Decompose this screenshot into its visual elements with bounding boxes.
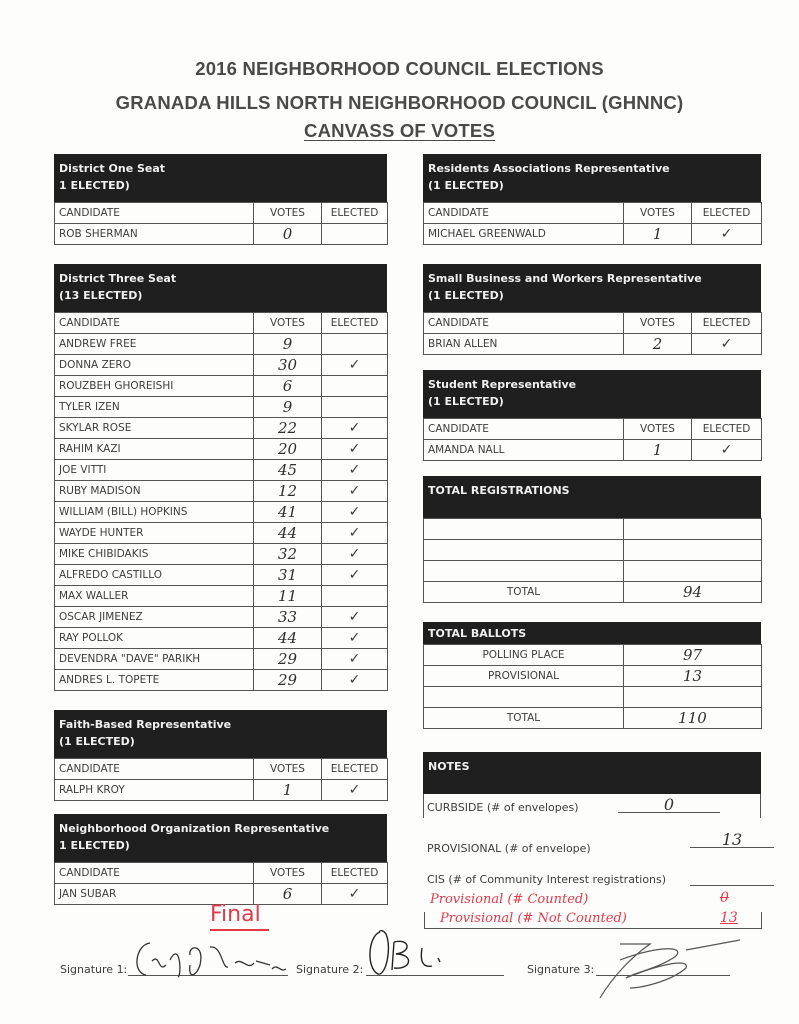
elected-mark: ✓ (322, 418, 388, 439)
table-row (55, 523, 388, 544)
vote-count: 44 (254, 523, 322, 544)
handwritten-counted-value: 0 (720, 890, 729, 906)
candidate-name: MIKE CHIBIDAKIS (55, 544, 254, 565)
col-candidate: CANDIDATE (55, 863, 254, 884)
candidate-name: ROB SHERMAN (55, 224, 254, 245)
table-row (55, 780, 388, 801)
vote-count: 1 (254, 780, 322, 801)
elected-mark: ✓ (322, 439, 388, 460)
section-header (423, 622, 761, 644)
elected-mark (322, 334, 388, 355)
section-subtitle: (13 ELECTED) (59, 289, 143, 302)
table-row (55, 607, 388, 628)
candidate-table (54, 202, 388, 245)
candidate-name: ROUZBEH GHOREISHI (55, 376, 254, 397)
col-candidate: CANDIDATE (55, 313, 254, 334)
candidate-name: DONNA ZERO (55, 355, 254, 376)
neighborhood-org-block (54, 814, 387, 905)
table-row (55, 376, 388, 397)
col-elected: ELECTED (322, 863, 388, 884)
section-header (54, 264, 387, 312)
table-row (424, 708, 762, 729)
table-row (55, 649, 388, 670)
col-candidate: CANDIDATE (424, 419, 624, 440)
col-votes: VOTES (254, 759, 322, 780)
vote-count: 20 (254, 439, 322, 460)
ballots-table (423, 644, 762, 729)
col-elected: ELECTED (692, 203, 762, 224)
elected-mark: ✓ (322, 884, 388, 905)
table-row (55, 586, 388, 607)
table-row (55, 460, 388, 481)
vote-count: 6 (254, 884, 322, 905)
section-title: Faith-Based Representative (59, 718, 232, 731)
candidate-name: OSCAR JIMENEZ (55, 607, 254, 628)
polling-place-count: 97 (624, 645, 762, 666)
signature-2-label: Signature 2: (296, 963, 364, 976)
signature-2-mark (366, 928, 476, 988)
vote-count: 32 (254, 544, 322, 565)
title-line-2: GRANADA HILLS NORTH NEIGHBORHOOD COUNCIL (GHNNC) (115, 92, 684, 113)
table-row (55, 397, 388, 418)
residents-assoc-block (423, 154, 761, 245)
district-one-block (54, 154, 387, 245)
ballots-total: 110 (624, 708, 762, 729)
table-row (55, 670, 388, 691)
col-elected: ELECTED (322, 313, 388, 334)
section-subtitle: (1 ELECTED) (59, 735, 135, 748)
provisional-envelope-label: PROVISIONAL (# of envelope) (427, 842, 591, 855)
col-votes: VOTES (254, 203, 322, 224)
candidate-name: RALPH KROY (55, 780, 254, 801)
vote-count: 9 (254, 397, 322, 418)
vote-count: 9 (254, 334, 322, 355)
elected-mark: ✓ (322, 523, 388, 544)
col-votes: VOTES (624, 419, 692, 440)
table-row (424, 561, 762, 582)
col-elected: ELECTED (692, 313, 762, 334)
candidate-name: JOE VITTI (55, 460, 254, 481)
vote-count: 12 (254, 481, 322, 502)
section-subtitle: (1 ELECTED) (428, 289, 504, 302)
table-row (424, 224, 762, 245)
table-row (424, 645, 762, 666)
title-line-3: CANVASS OF VOTES (304, 120, 495, 141)
table-row (424, 540, 762, 561)
candidate-table (423, 312, 762, 355)
table-row (55, 565, 388, 586)
candidate-name: BRIAN ALLEN (424, 334, 624, 355)
cis-label: CIS (# of Community Interest registrations) (427, 873, 667, 886)
section-title: District Three Seat (59, 272, 177, 285)
candidate-name: WILLIAM (BILL) HOPKINS (55, 502, 254, 523)
provisional-count: 13 (624, 666, 762, 687)
col-elected: ELECTED (692, 419, 762, 440)
vote-count: 29 (254, 649, 322, 670)
elected-mark: ✓ (692, 440, 762, 461)
candidate-name: WAYDE HUNTER (55, 523, 254, 544)
candidate-name: RAY POLLOK (55, 628, 254, 649)
candidate-name: ANDREW FREE (55, 334, 254, 355)
candidate-name: SKYLAR ROSE (55, 418, 254, 439)
table-row (424, 687, 762, 708)
candidate-name: RUBY MADISON (55, 481, 254, 502)
handwritten-counted-label: Provisional (# Counted) (430, 892, 589, 907)
vote-count: 22 (254, 418, 322, 439)
final-annotation: Final (210, 902, 269, 931)
section-header (423, 476, 761, 518)
candidate-table (423, 418, 762, 461)
section-title: Neighborhood Organization Representative (59, 822, 330, 835)
vote-count: 44 (254, 628, 322, 649)
table-row (55, 502, 388, 523)
total-label: TOTAL (424, 708, 624, 729)
table-row (424, 440, 762, 461)
elected-mark: ✓ (322, 481, 388, 502)
signature-3-mark (590, 938, 750, 1008)
provisional-label: PROVISIONAL (424, 666, 624, 687)
signature-3-label: Signature 3: (527, 963, 595, 976)
section-title: NOTES (428, 760, 470, 773)
notes-block (423, 752, 761, 794)
registrations-total: 94 (624, 582, 762, 603)
col-elected: ELECTED (322, 759, 388, 780)
vote-count: 41 (254, 502, 322, 523)
candidate-name: RAHIM KAZI (55, 439, 254, 460)
section-header (423, 154, 761, 202)
handwritten-not-counted-label: Provisional (# Not Counted) (440, 911, 627, 926)
section-title: Small Business and Workers Representative (428, 272, 702, 285)
table-row (424, 666, 762, 687)
section-header (423, 752, 761, 794)
table-row (55, 481, 388, 502)
candidate-name: ANDRES L. TOPETE (55, 670, 254, 691)
cis-value (690, 868, 774, 886)
elected-mark: ✓ (322, 355, 388, 376)
vote-count: 0 (254, 224, 322, 245)
section-subtitle: 1 ELECTED) (59, 179, 130, 192)
vote-count: 45 (254, 460, 322, 481)
candidate-name: TYLER IZEN (55, 397, 254, 418)
candidate-table (423, 202, 762, 245)
elected-mark: ✓ (322, 544, 388, 565)
elected-mark (322, 376, 388, 397)
vote-count: 1 (624, 440, 692, 461)
section-header (423, 264, 761, 312)
total-label: TOTAL (424, 582, 624, 603)
candidate-name: JAN SUBAR (55, 884, 254, 905)
vote-count: 2 (624, 334, 692, 355)
title-line-1: 2016 NEIGHBORHOOD COUNCIL ELECTIONS (195, 58, 604, 79)
elected-mark: ✓ (322, 565, 388, 586)
student-block (423, 370, 761, 461)
vote-count: 1 (624, 224, 692, 245)
elected-mark: ✓ (322, 649, 388, 670)
table-row (424, 582, 762, 603)
section-header (54, 710, 387, 758)
signature-1-label: Signature 1: (60, 963, 128, 976)
signature-1-mark (130, 935, 290, 985)
section-header (54, 814, 387, 862)
candidate-table (54, 758, 388, 801)
candidate-name: MICHAEL GREENWALD (424, 224, 624, 245)
district-three-block (54, 264, 387, 691)
vote-count: 30 (254, 355, 322, 376)
total-ballots-block (423, 622, 761, 729)
col-elected: ELECTED (322, 203, 388, 224)
curbside-label: CURBSIDE (# of envelopes) (427, 801, 579, 814)
elected-mark: ✓ (322, 502, 388, 523)
polling-place-label: POLLING PLACE (424, 645, 624, 666)
col-candidate: CANDIDATE (55, 759, 254, 780)
candidate-table (54, 862, 388, 905)
elected-mark: ✓ (322, 670, 388, 691)
registrations-table (423, 518, 762, 603)
section-subtitle: 1 ELECTED) (59, 839, 130, 852)
table-row (55, 355, 388, 376)
elected-mark (322, 224, 388, 245)
total-registrations-block (423, 476, 761, 603)
curbside-value: 0 (618, 795, 720, 813)
section-header (54, 154, 387, 202)
section-title: Student Representative (428, 378, 577, 391)
col-votes: VOTES (254, 313, 322, 334)
handwritten-not-counted-value: 13 (720, 910, 738, 926)
elected-mark: ✓ (322, 780, 388, 801)
table-row (55, 628, 388, 649)
section-header (423, 370, 761, 418)
section-subtitle: (1 ELECTED) (428, 179, 504, 192)
table-row (55, 418, 388, 439)
col-votes: VOTES (254, 863, 322, 884)
col-votes: VOTES (624, 313, 692, 334)
candidate-table (54, 312, 388, 691)
faith-based-block (54, 710, 387, 801)
small-business-block (423, 264, 761, 355)
table-row (55, 439, 388, 460)
col-candidate: CANDIDATE (424, 313, 624, 334)
col-candidate: CANDIDATE (424, 203, 624, 224)
elected-mark (322, 397, 388, 418)
elected-mark: ✓ (322, 460, 388, 481)
elected-mark: ✓ (692, 334, 762, 355)
col-candidate: CANDIDATE (55, 203, 254, 224)
vote-count: 33 (254, 607, 322, 628)
table-row (424, 334, 762, 355)
vote-count: 6 (254, 376, 322, 397)
candidate-name: DEVENDRA "DAVE" PARIKH (55, 649, 254, 670)
table-row (55, 334, 388, 355)
table-row (424, 519, 762, 540)
table-row (55, 224, 388, 245)
vote-count: 11 (254, 586, 322, 607)
candidate-name: AMANDA NALL (424, 440, 624, 461)
col-votes: VOTES (624, 203, 692, 224)
section-title: TOTAL REGISTRATIONS (428, 484, 570, 497)
section-title: Residents Associations Representative (428, 162, 670, 175)
elected-mark: ✓ (322, 607, 388, 628)
table-row (55, 544, 388, 565)
vote-count: 31 (254, 565, 322, 586)
section-title: TOTAL BALLOTS (428, 627, 527, 640)
section-subtitle: (1 ELECTED) (428, 395, 504, 408)
elected-mark: ✓ (692, 224, 762, 245)
provisional-envelope-value: 13 (690, 830, 774, 848)
elected-mark: ✓ (322, 628, 388, 649)
candidate-name: MAX WALLER (55, 586, 254, 607)
section-title: District One Seat (59, 162, 166, 175)
candidate-name: ALFREDO CASTILLO (55, 565, 254, 586)
elected-mark (322, 586, 388, 607)
vote-count: 29 (254, 670, 322, 691)
